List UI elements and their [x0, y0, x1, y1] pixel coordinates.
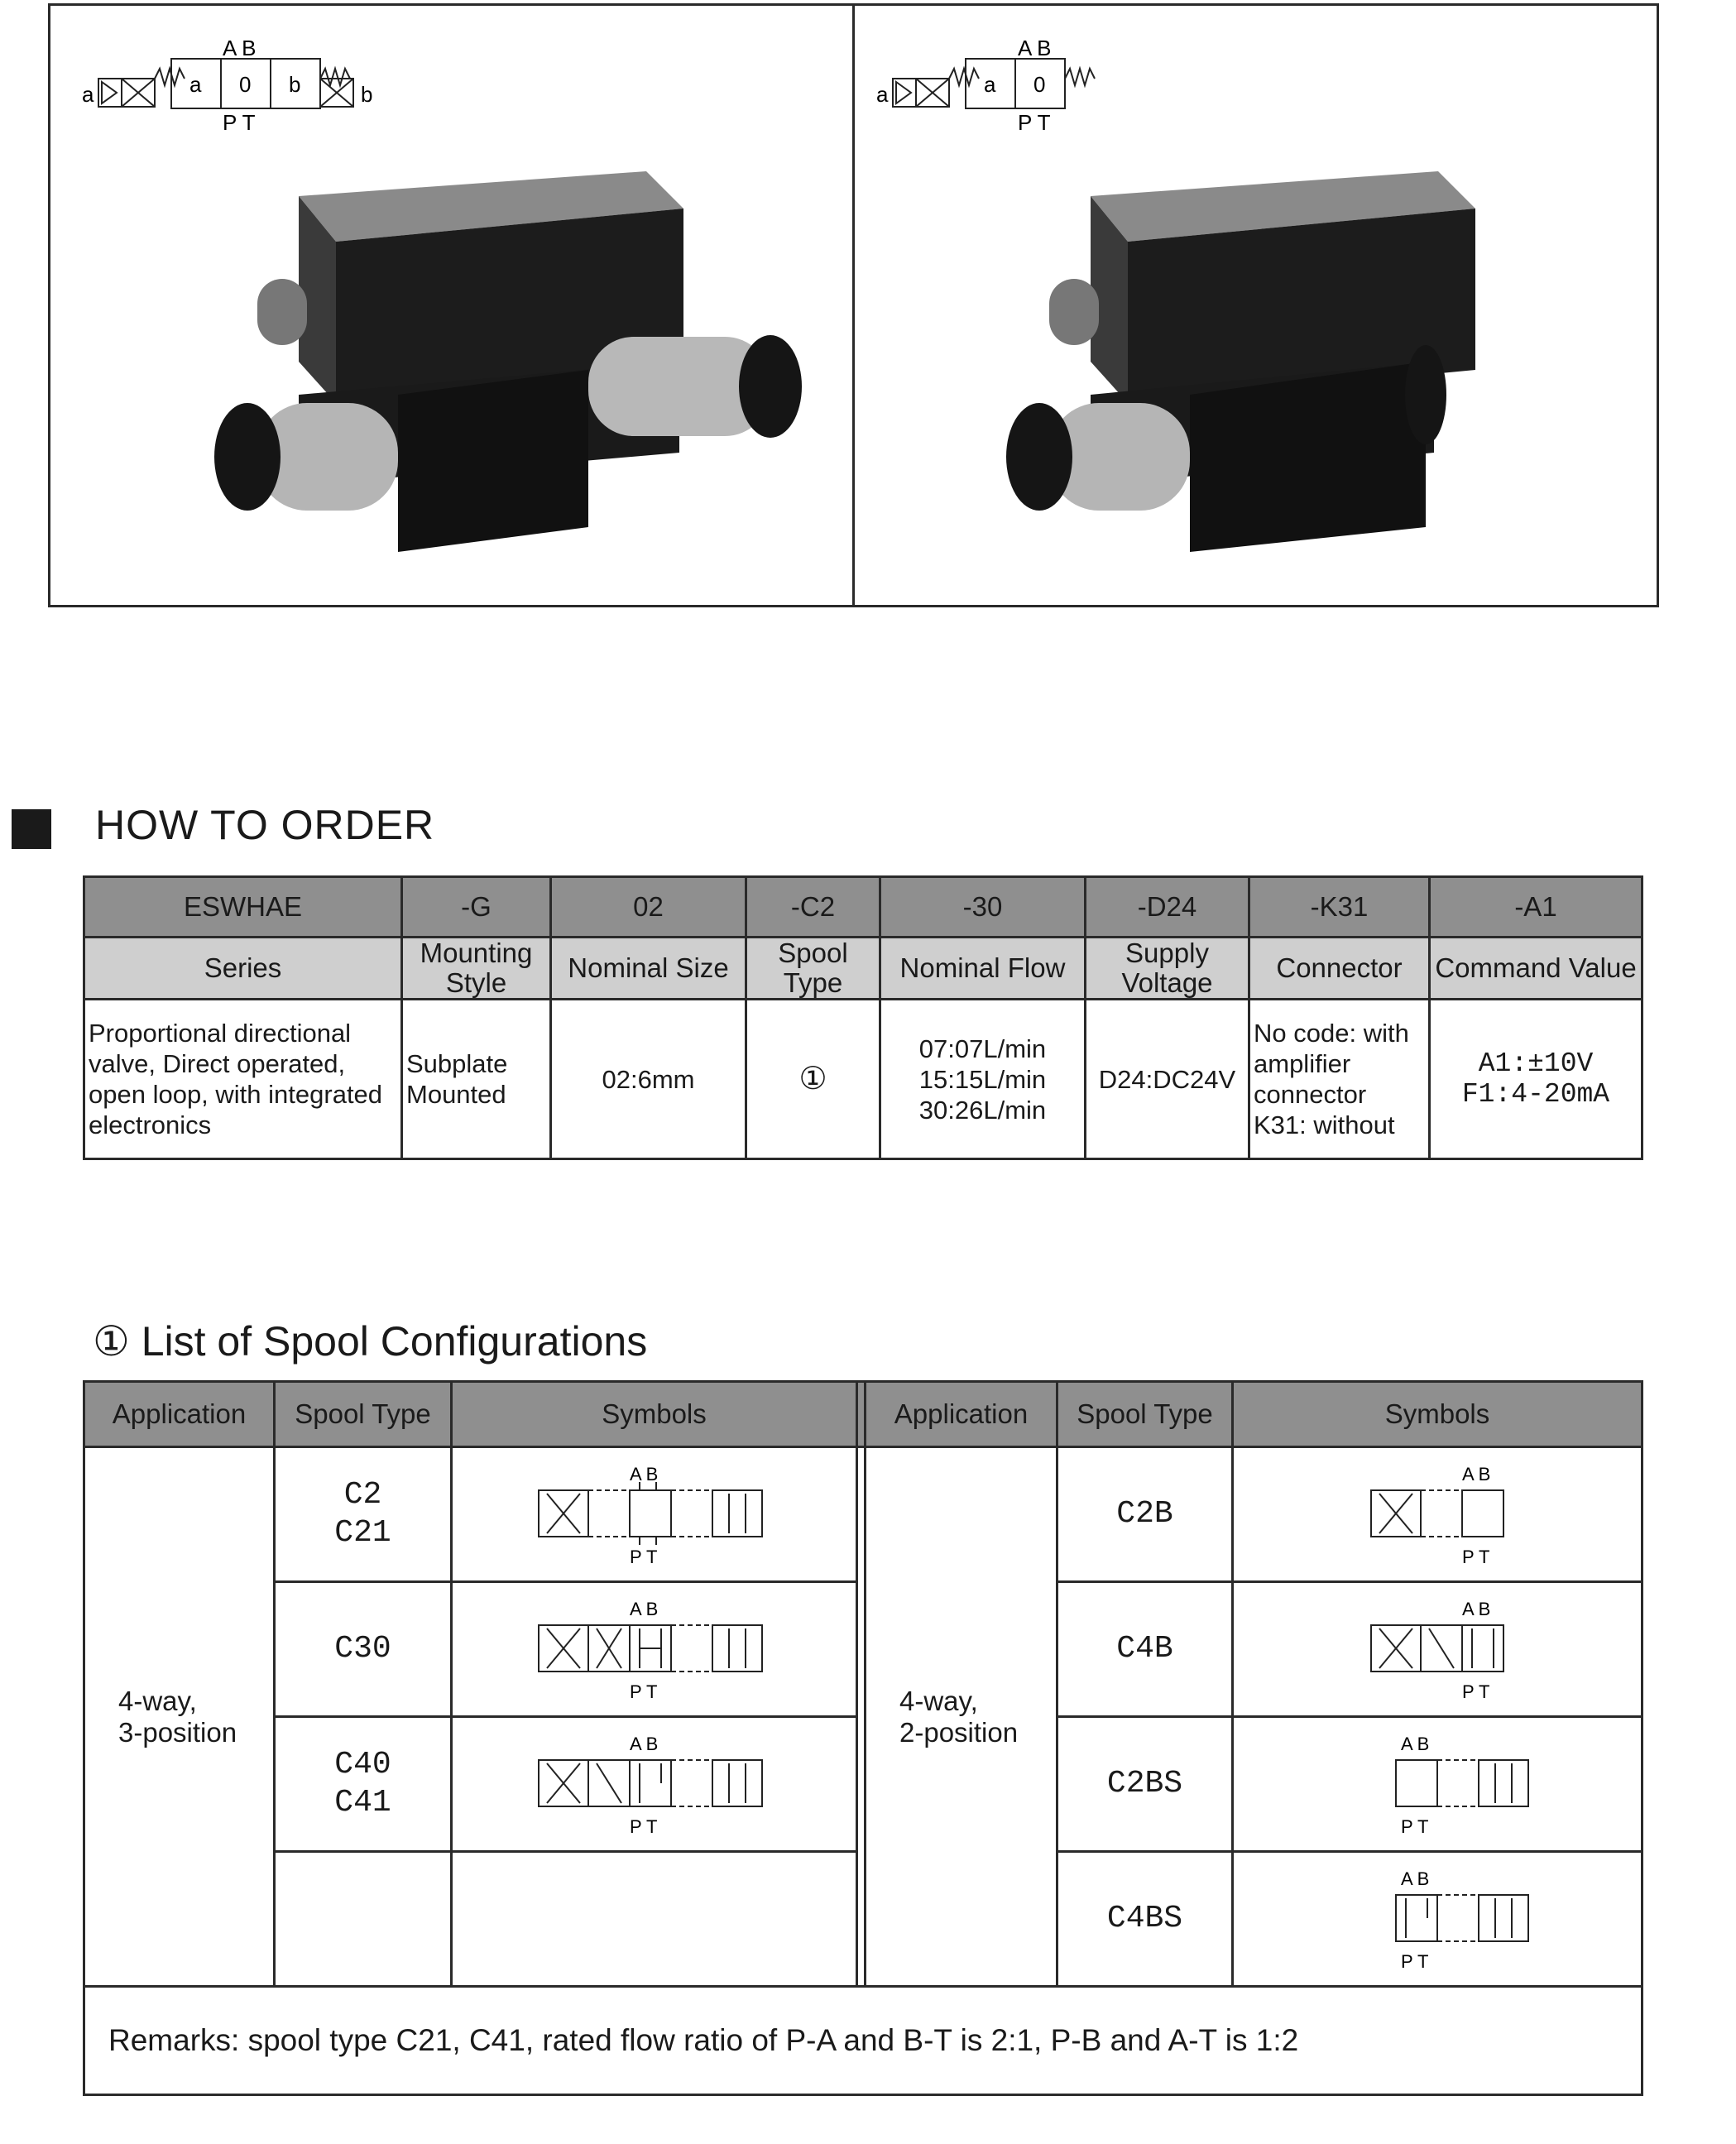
application-line: 2-position	[899, 1716, 1019, 1748]
value-mounting	[402, 1000, 551, 1159]
code-series: ESWHAE	[84, 877, 402, 938]
photo-cell-3-position	[50, 6, 852, 605]
spool-code: C2	[343, 1477, 382, 1513]
value-connector-line: amplifier	[1254, 1049, 1351, 1078]
symbol-port-ab: A B	[629, 1734, 658, 1754]
symbol-c4b	[1233, 1582, 1642, 1717]
box-0: 0	[1033, 72, 1046, 97]
spool-symbol-2pos-c2bs	[1330, 1730, 1545, 1838]
value-connector-line: K31: without	[1254, 1110, 1395, 1139]
spool-symbol-2pos-c4bs	[1330, 1865, 1545, 1973]
box-a: a	[189, 72, 202, 97]
valve-photo-2pos	[1006, 171, 1475, 552]
spool-code: C30	[334, 1631, 391, 1667]
order-value-row	[84, 1000, 1642, 1159]
spool-list-title: ① List of Spool Configurations	[93, 1318, 648, 1365]
port-label-ab: A B	[1018, 36, 1052, 60]
field-spool: Spool Type	[746, 938, 880, 1000]
symbol-empty	[452, 1852, 857, 1987]
field-series: Series	[84, 938, 402, 1000]
field-flow: Nominal Flow	[880, 938, 1086, 1000]
port-label-ab: A B	[223, 36, 257, 60]
symbol-c2bs	[1233, 1717, 1642, 1852]
box-0: 0	[239, 72, 252, 97]
value-flow-line: 15:15L/min	[918, 1064, 1047, 1094]
value-series-line: Proportional directional	[89, 1019, 352, 1048]
value-connector-line: No code: with	[1254, 1019, 1409, 1048]
spool-code-empty	[275, 1852, 452, 1987]
spool-row	[84, 1447, 1642, 1582]
spool-code: C41	[334, 1785, 391, 1820]
box-a: a	[984, 72, 996, 97]
product-photo-panel	[48, 3, 1659, 607]
solenoid-label-b: b	[361, 82, 373, 107]
field-size: Nominal Size	[551, 938, 746, 1000]
field-voltage: Supply Voltage	[1086, 938, 1249, 1000]
code-command: -A1	[1430, 877, 1642, 938]
valve-symbol-3pos	[50, 6, 878, 605]
symbol-port-ab: A B	[1462, 1464, 1491, 1484]
field-connector: Connector	[1249, 938, 1430, 1000]
symbol-port-ab: A B	[1462, 1599, 1491, 1619]
value-connector-line: connector	[1254, 1080, 1367, 1109]
value-mounting-line: Subplate	[406, 1049, 508, 1078]
symbol-port-pt: P T	[1401, 1816, 1429, 1837]
value-series	[84, 1000, 402, 1159]
remark-text: Remarks: spool type C21, C41, rated flow ratio of P-A and B-T is 2:1, P-B and A-T is 1:2	[84, 1987, 1642, 2095]
spool-code-c4b: C4B	[1057, 1582, 1233, 1717]
spool-code: C21	[334, 1515, 391, 1551]
spool-symbol-2pos-c2b	[1355, 1461, 1520, 1568]
spool-header-row	[84, 1382, 1642, 1447]
header-symbols: Symbols	[1233, 1382, 1642, 1447]
value-flow-line: 30:26L/min	[918, 1095, 1047, 1125]
remark-row	[84, 1987, 1642, 2095]
order-code-table	[83, 875, 1643, 1160]
field-mounting: Mounting Style	[402, 938, 551, 1000]
symbol-port-ab: A B	[629, 1599, 658, 1619]
spool-code-c2b: C2B	[1057, 1447, 1233, 1582]
value-connector	[1249, 1000, 1430, 1159]
code-spool: -C2	[746, 877, 880, 938]
code-flow: -30	[880, 877, 1086, 938]
application-line: 4-way,	[899, 1685, 978, 1716]
box-b: b	[289, 72, 301, 97]
symbol-c40	[452, 1717, 857, 1852]
value-command	[1430, 1000, 1642, 1159]
symbol-port-pt: P T	[629, 1547, 657, 1567]
header-application: Application	[866, 1382, 1057, 1447]
value-flow	[880, 1000, 1086, 1159]
symbol-c30	[452, 1582, 857, 1717]
value-series-line: electronics	[89, 1110, 212, 1139]
spool-code-c2bs: C2BS	[1057, 1717, 1233, 1852]
spool-config-table	[83, 1380, 1643, 2096]
symbol-c4bs	[1233, 1852, 1642, 1987]
symbol-port-pt: P T	[629, 1816, 657, 1837]
port-label-pt: P T	[1018, 110, 1051, 135]
symbol-port-pt: P T	[1401, 1951, 1429, 1972]
symbol-c2b	[1233, 1447, 1642, 1582]
symbol-port-ab: A B	[629, 1464, 658, 1484]
order-code-row	[84, 877, 1642, 938]
code-size: 02	[551, 877, 746, 938]
solenoid-label-a: a	[82, 82, 94, 107]
spool-code-c2-c21	[275, 1447, 452, 1582]
solenoid-label-a: a	[876, 82, 889, 107]
symbol-port-pt: P T	[629, 1681, 657, 1702]
value-mounting-line: Mounted	[406, 1080, 506, 1109]
valve-symbol-2pos	[855, 6, 1633, 605]
value-command-line: F1:4-20mA	[1461, 1079, 1610, 1110]
photo-cell-2-position	[852, 6, 1657, 605]
table-divider	[857, 1447, 866, 1987]
value-series-line: open loop, with integrated	[89, 1080, 383, 1109]
symbol-port-ab: A B	[1401, 1868, 1430, 1889]
header-spool-type: Spool Type	[1057, 1382, 1233, 1447]
value-flow-line: 07:07L/min	[918, 1034, 1047, 1063]
spool-symbol-2pos-c4b	[1355, 1595, 1520, 1703]
value-size: 02:6mm	[551, 1000, 746, 1159]
application-3-position	[84, 1447, 275, 1987]
header-spool-type: Spool Type	[275, 1382, 452, 1447]
valve-photo-3pos	[214, 171, 802, 552]
order-field-row	[84, 938, 1642, 1000]
spool-symbol-3pos-c2	[530, 1461, 779, 1568]
spool-symbol-3pos-c40	[530, 1730, 779, 1838]
application-line: 3-position	[118, 1716, 237, 1748]
how-to-order-title: HOW TO ORDER	[95, 802, 435, 848]
port-label-pt: P T	[223, 110, 256, 135]
symbol-port-pt: P T	[1462, 1547, 1490, 1567]
value-spool: ①	[746, 1000, 880, 1159]
spool-code-c40-c41	[275, 1717, 452, 1852]
symbol-c2	[452, 1447, 857, 1582]
spool-code-c4bs: C4BS	[1057, 1852, 1233, 1987]
spool-symbol-3pos-c30	[530, 1595, 779, 1703]
code-connector: -K31	[1249, 877, 1430, 938]
symbol-port-pt: P T	[1462, 1681, 1490, 1702]
spool-code: C40	[334, 1747, 391, 1782]
symbol-port-ab: A B	[1401, 1734, 1430, 1754]
value-command-line: A1:±10V	[1478, 1048, 1594, 1079]
header-divider	[857, 1382, 866, 1447]
section-marker	[12, 809, 51, 849]
header-application: Application	[84, 1382, 275, 1447]
application-line: 4-way,	[118, 1685, 197, 1716]
spool-code-c30	[275, 1582, 452, 1717]
code-mounting: -G	[402, 877, 551, 938]
value-voltage: D24:DC24V	[1086, 1000, 1249, 1159]
application-2-position	[866, 1447, 1057, 1987]
field-command: Command Value	[1430, 938, 1642, 1000]
header-symbols: Symbols	[452, 1382, 857, 1447]
code-voltage: -D24	[1086, 877, 1249, 938]
value-series-line: valve, Direct operated,	[89, 1049, 346, 1078]
